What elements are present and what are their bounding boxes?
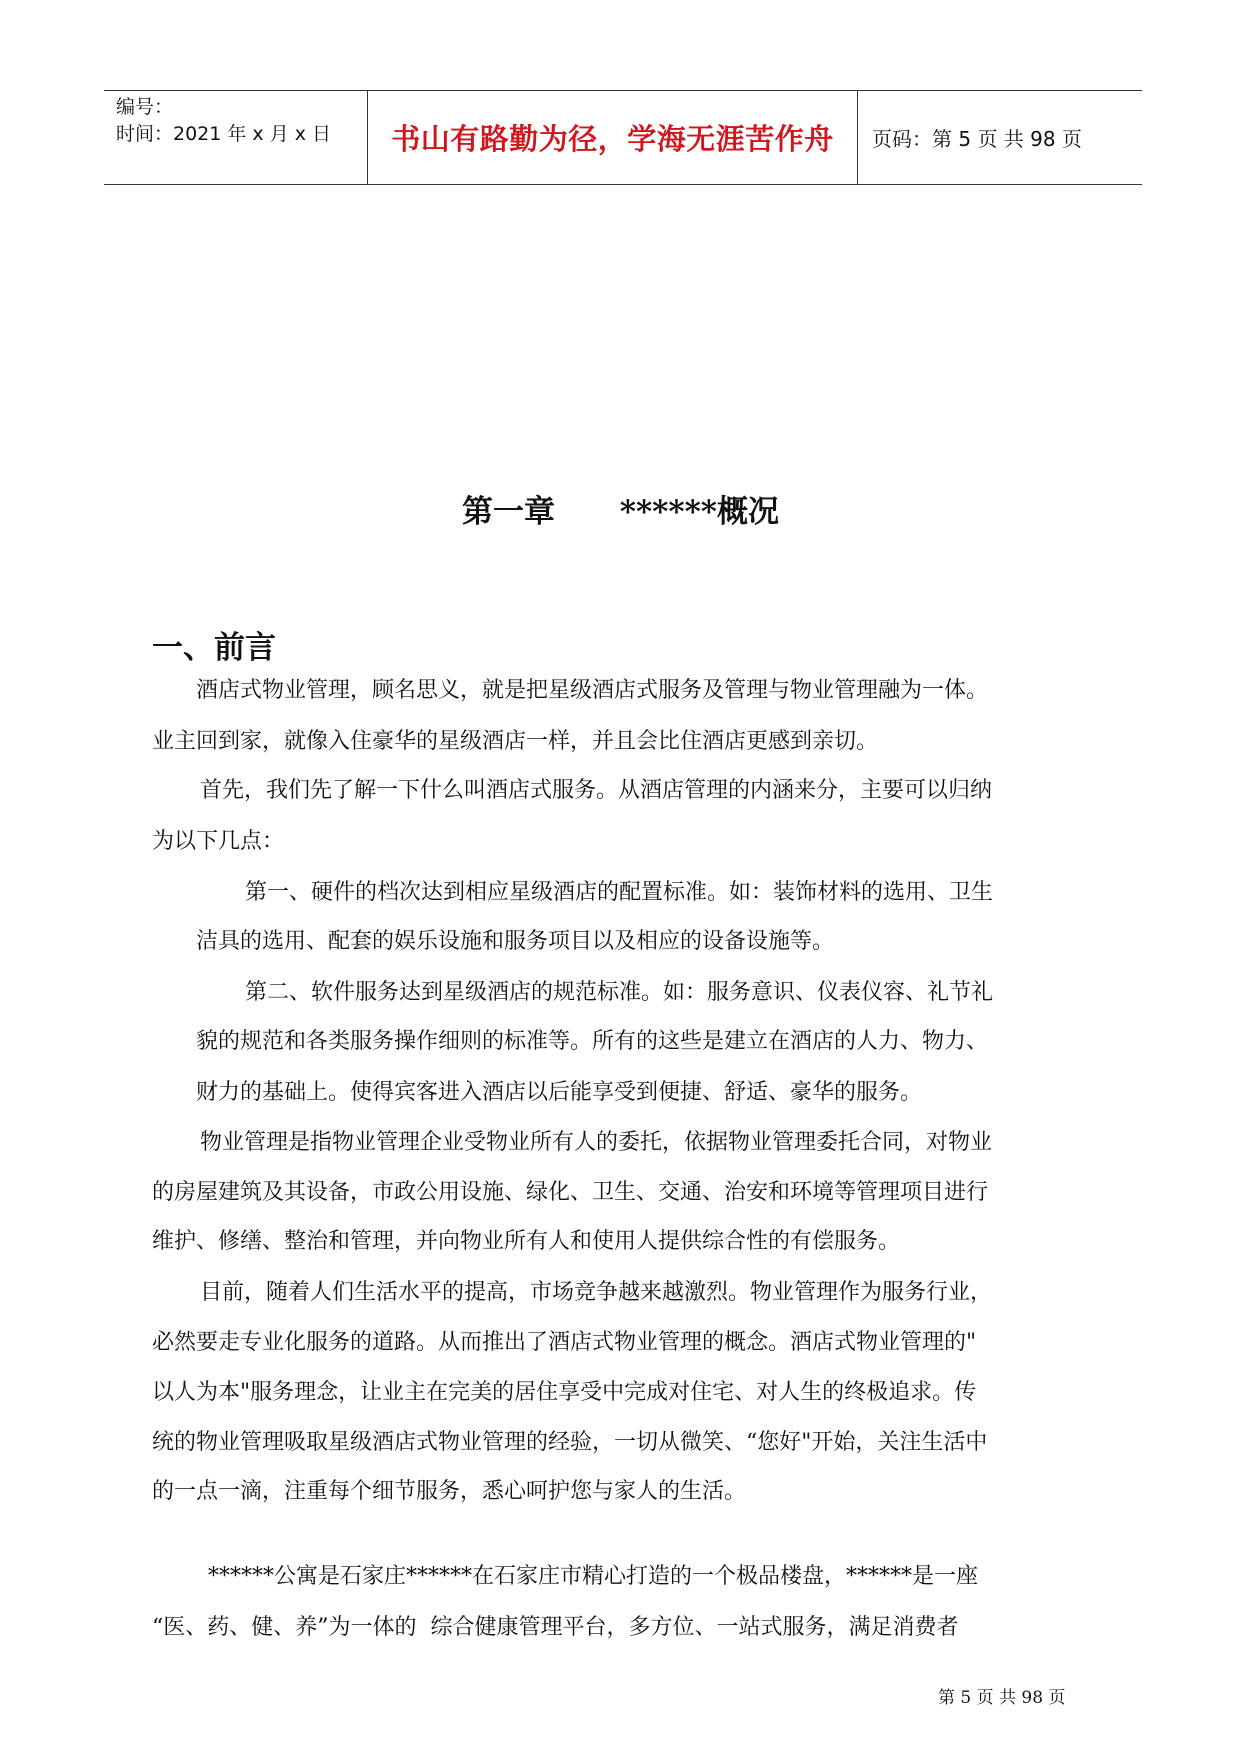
body-line: 酒店式物业管理，顾名思义，就是把星级酒店式服务及管理与物业管理融为一体。: [196, 678, 989, 703]
body-line: 为以下几点：: [152, 829, 285, 854]
body-line: 维护、修缮、整治和管理，并向物业所有人和使用人提供综合性的有偿服务。: [152, 1229, 901, 1254]
body-line: 洁具的选用、配套的娱乐设施和服务项目以及相应的设备设施等。: [196, 929, 835, 954]
body-line: 的一点一滴，注重每个细节服务，悉心呵护您与家人的生活。: [152, 1479, 747, 1504]
body-line: 的房屋建筑及其设备，市政公用设施、绿化、卫生、交通、治安和环境等管理项目进行: [152, 1180, 989, 1205]
body-line: 貌的规范和各类服务操作细则的标准等。所有的这些是建立在酒店的人力、物力、: [196, 1029, 989, 1054]
body-line: 业主回到家，就像入住豪华的星级酒店一样，并且会比住酒店更感到亲切。: [152, 729, 879, 754]
body-line: 第二、软件服务达到星级酒店的规范标准。如：服务意识、仪表仪容、礼节礼: [245, 980, 994, 1005]
body-line: 物业管理是指物业管理企业受物业所有人的委托，依据物业管理委托合同，对物业: [200, 1130, 993, 1155]
chapter-title: 第一章 ******概况: [461, 494, 780, 530]
body-line: 统的物业管理吸取星级酒店式物业管理的经验，一切从微笑、“您好"开始，关注生活中: [152, 1430, 988, 1455]
body-line: ******公寓是石家庄******在石家庄市精心打造的一个极品楼盘，******是一座: [208, 1564, 979, 1589]
body-line: 以人为本"服务理念，让业主在完美的居住享受中完成对住宅、对人生的终极追求。传: [152, 1380, 977, 1405]
header-page-info: 页码：第 5 页 共 98 页: [872, 127, 1082, 151]
body-line: 第一、硬件的档次达到相应星级酒店的配置标准。如：装饰材料的选用、卫生: [245, 880, 994, 905]
body-line: 首先，我们先了解一下什么叫酒店式服务。从酒店管理的内涵来分，主要可以归纳: [200, 778, 993, 803]
section-title: 一、前言: [152, 630, 276, 666]
page-header: [104, 90, 1142, 185]
document-number-label: 编号：: [116, 96, 174, 118]
body-line: 必然要走专业化服务的道路。从而推出了酒店式物业管理的概念。酒店式物业管理的": [152, 1330, 977, 1355]
header-meta: [104, 91, 368, 184]
body-line: 目前，随着人们生活水平的提高，市场竞争越来越激烈。物业管理作为服务行业，: [200, 1280, 993, 1305]
body-line: “医、药、健、养”为一体的 综合健康管理平台，多方位、一站式服务，满足消费者: [152, 1615, 959, 1640]
header-motto: 书山有路勤为径，学海无涯苦作舟: [368, 91, 858, 184]
body-line: 财力的基础上。使得宾客进入酒店以后能享受到便捷、舒适、豪华的服务。: [196, 1080, 923, 1105]
page-footer: 第 5 页 共 98 页: [938, 1688, 1066, 1708]
document-time-label: 时间：2021 年 x 月 x 日: [116, 123, 332, 145]
